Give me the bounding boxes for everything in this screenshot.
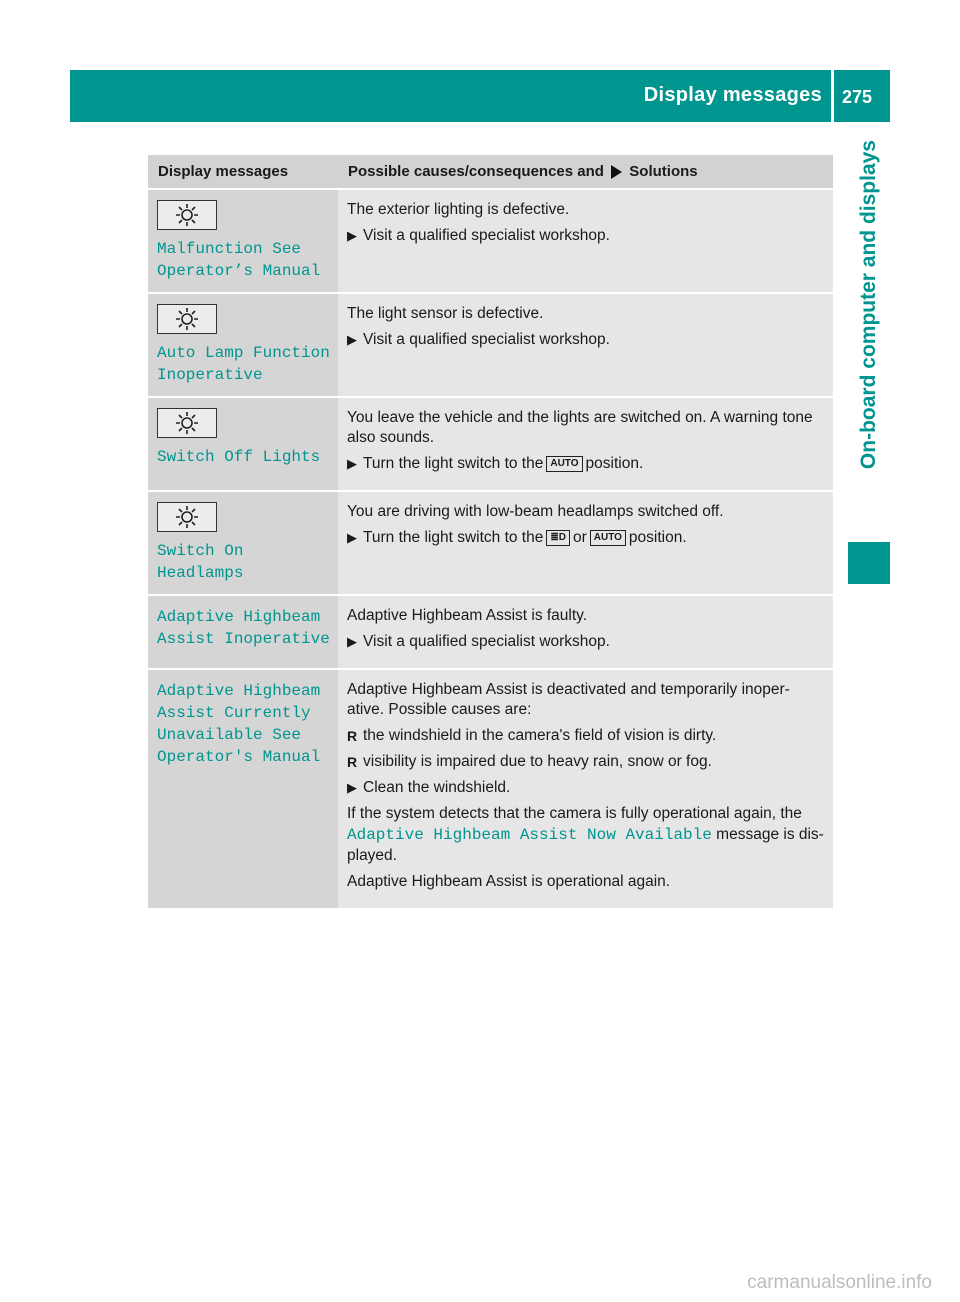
action-arrow-icon: ▶ <box>347 456 357 471</box>
bullet-text: visibility is impaired due to heavy rain, snow or fog. <box>363 753 712 770</box>
action-text <box>363 528 687 548</box>
action-item <box>347 330 825 350</box>
bullet-icon: R <box>347 754 358 770</box>
header-separator <box>831 70 834 122</box>
result-text-pre: If the system detects that the camera is fully operational again, the <box>347 805 802 822</box>
action-arrow-icon: ▶ <box>347 634 357 649</box>
bullet-item <box>347 726 825 746</box>
cause-text: You leave the vehicle and the lights are switched on. A warning tone also sounds. <box>347 409 813 446</box>
action-text-or: or <box>572 529 587 546</box>
display-message-text: Switch Off Lights <box>157 448 321 466</box>
action-text-pre: Turn the light switch to the <box>363 529 544 546</box>
action-text: Visit a qualified specialist workshop. <box>363 227 610 244</box>
action-text-post: position. <box>585 455 644 472</box>
table-row <box>148 189 833 293</box>
action-text <box>363 454 643 474</box>
message-cell <box>148 397 338 491</box>
footer-watermark: carmanualsonline.info <box>747 1272 932 1293</box>
message-cell <box>148 491 338 595</box>
result-text <box>347 804 825 866</box>
table-row <box>148 491 833 595</box>
solution-cell <box>338 491 833 595</box>
table-row <box>148 293 833 397</box>
message-cell <box>148 293 338 397</box>
bullet-text: the windshield in the camera's field of vision is dirty. <box>363 727 717 744</box>
action-arrow-icon: ▶ <box>347 780 357 795</box>
table-row <box>148 669 833 908</box>
lamp-icon <box>157 304 217 334</box>
lamp-icon <box>157 408 217 438</box>
action-text-post: position. <box>628 529 687 546</box>
action-text: Visit a qualified specialist workshop. <box>363 331 610 348</box>
action-item <box>347 778 825 798</box>
result-text-post: message is dis-played. <box>347 826 824 864</box>
col-header-solutions-text: Solutions <box>629 163 698 180</box>
cause-text: The exterior lighting is defective. <box>347 201 570 218</box>
action-item <box>347 528 825 548</box>
final-text: Adaptive Highbeam Assist is operational again. <box>347 873 671 890</box>
side-tab-marker <box>848 542 890 584</box>
auto-switch-icon: AUTO <box>546 456 582 472</box>
table-row <box>148 595 833 669</box>
bullet-item <box>347 752 825 772</box>
cause-text: You are driving with low-beam headlamps switched off. <box>347 503 724 520</box>
solution-cell <box>338 669 833 908</box>
col-header-causes-text: Possible causes/consequences and <box>348 163 604 180</box>
inline-display-message: Adaptive Highbeam Assist Now Available <box>347 826 712 844</box>
action-item <box>347 632 825 652</box>
bullet-icon: R <box>347 728 358 744</box>
display-message-text: Switch On Headlamps <box>157 542 244 582</box>
message-cell <box>148 189 338 293</box>
cause-text: The light sensor is defective. <box>347 305 544 322</box>
col-header-solutions <box>338 155 833 189</box>
display-messages-table <box>148 155 833 908</box>
action-item <box>347 454 825 474</box>
action-text-pre: Turn the light switch to the <box>363 455 544 472</box>
action-text: Visit a qualified specialist workshop. <box>363 633 610 650</box>
display-message-text: Auto Lamp Function Inoperative <box>157 344 330 384</box>
table-row <box>148 397 833 491</box>
low-beam-icon: ≣D <box>546 530 570 546</box>
page-number: 275 <box>842 87 873 107</box>
cause-text: Adaptive Highbeam Assist is deactivated and temporarily inoper-ative. Possible causes are: <box>347 681 790 718</box>
play-arrow-icon <box>611 165 622 179</box>
display-message-text: Adaptive Highbeam Assist Currently Unavailable See Operator's Manual <box>157 682 321 766</box>
solution-cell <box>338 293 833 397</box>
solution-cell <box>338 595 833 669</box>
message-cell <box>148 669 338 908</box>
action-item <box>347 226 825 246</box>
display-message-text: Adaptive Highbeam Assist Inoperative <box>157 608 330 648</box>
lamp-icon <box>157 502 217 532</box>
table-header-row <box>148 155 833 189</box>
action-arrow-icon: ▶ <box>347 228 357 243</box>
side-tab-label: On-board computer and displays <box>857 140 880 470</box>
solution-cell <box>338 397 833 491</box>
message-cell <box>148 595 338 669</box>
auto-switch-icon: AUTO <box>590 530 626 546</box>
action-arrow-icon: ▶ <box>347 332 357 347</box>
display-message-text: Malfunction See Operator’s Manual <box>157 240 321 280</box>
action-arrow-icon: ▶ <box>347 530 357 545</box>
solution-cell <box>338 189 833 293</box>
lamp-icon <box>157 200 217 230</box>
action-text: Clean the windshield. <box>363 779 511 796</box>
col-header-messages: Display messages <box>148 155 338 189</box>
cause-text: Adaptive Highbeam Assist is faulty. <box>347 607 588 624</box>
page-title: Display messages <box>643 84 822 106</box>
